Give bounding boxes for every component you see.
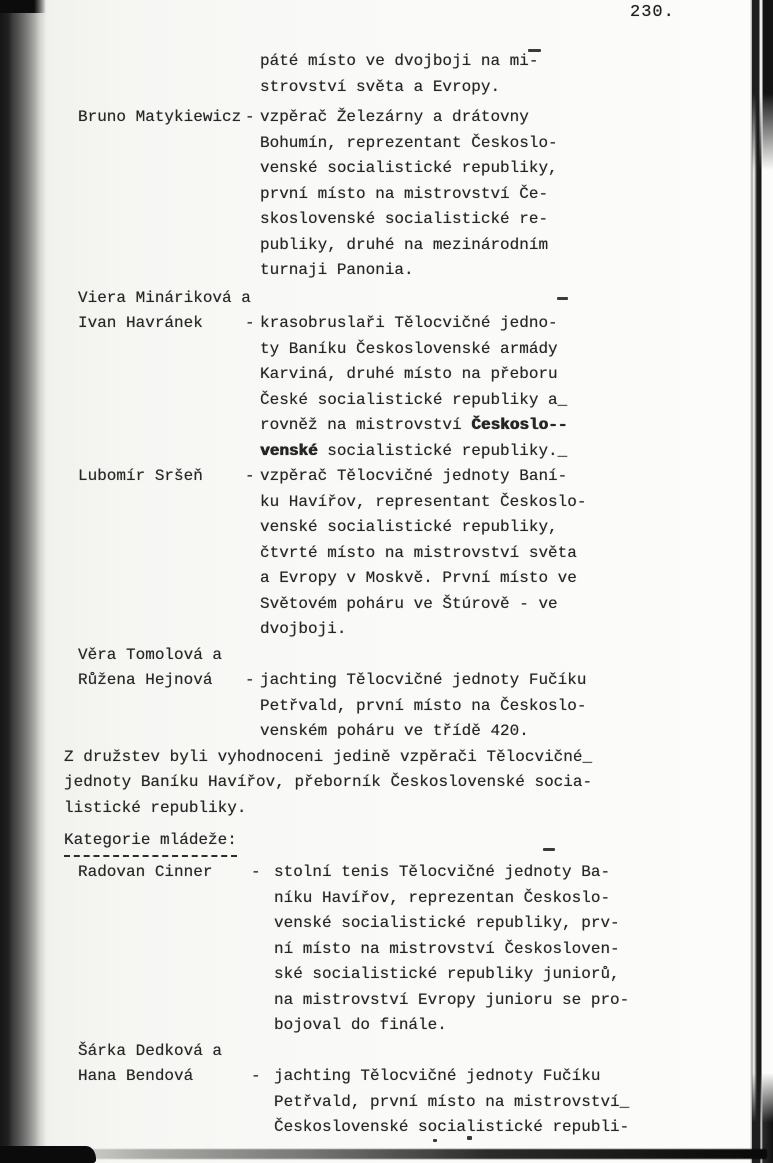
entry-line: páté místo ve dvojboji na mi-: [260, 52, 539, 70]
entry-name-above: Věra Tomolová a: [78, 645, 223, 664]
entry-line: ské socialistické republiky juniorů,: [274, 965, 620, 983]
entry-block: [64, 860, 764, 1039]
entry-row: [64, 105, 764, 284]
entry-line: Československé socialistické republi-: [274, 1118, 630, 1136]
entry-line: Karviná, druhé místo na přeboru: [260, 365, 558, 383]
scan-bottom-edge-band: [66, 1149, 767, 1159]
entry-dash: -: [245, 314, 255, 332]
stray-ink-mark: [557, 297, 568, 300]
entry-line: Petřvald, první místo na Českoslo-: [260, 696, 587, 715]
entry-row: [64, 49, 764, 100]
entry-line: Petřvald, první místo na mistrovství_: [274, 1092, 630, 1111]
entry-row: [64, 668, 764, 745]
entry-line: skoslovenské socialistické re-: [260, 210, 549, 228]
entry-line: ku Havířov, representant Českoslo-: [260, 492, 587, 511]
entry-name: Růžena Hejnová: [78, 671, 213, 689]
entry-dash: -: [245, 671, 255, 689]
entry-name: Radovan Cinner: [78, 863, 213, 881]
entry-block: [64, 49, 764, 100]
entry-text: [274, 1064, 764, 1141]
text-area: [64, 49, 764, 1141]
entry-dash: -: [245, 467, 255, 485]
entry-line: České socialistické republiky a_: [260, 390, 568, 409]
entry-name: Lubomír Sršeň: [78, 467, 203, 485]
entry-text: [260, 311, 764, 464]
entry-row: [64, 1064, 764, 1141]
stray-ink-mark: [543, 848, 555, 851]
paragraph-block: [64, 745, 764, 822]
entry-name: Ivan Havránek: [78, 314, 203, 332]
entry-text: [260, 49, 764, 100]
entry-line: níku Havířov, reprezentan Českoslo-: [274, 888, 611, 907]
entry-line: dvojboji.: [260, 620, 347, 638]
entry-name: Bruno Matykiewicz: [78, 108, 242, 126]
entry-block: [64, 1039, 764, 1141]
entry-text: [260, 668, 764, 745]
entry-row: [64, 464, 764, 643]
entry-line: Světovém poháru ve Štúrově - ve: [260, 594, 558, 613]
entry-line: turnaji Panonia.: [260, 261, 414, 279]
entry-line: venské socialistické republiky,: [260, 518, 558, 536]
entry-text: [274, 860, 764, 1039]
scan-top-left-corner: [0, 0, 46, 13]
entry-text: [260, 464, 764, 643]
section-heading-block: [64, 828, 764, 854]
entry-line: jachting Tělocvičné jednoty Fučíku: [260, 671, 587, 689]
entry-line: vzpěrač Železárny a drátovny: [260, 108, 529, 126]
entry-line: čtvrté místo na mistrovství světa: [260, 543, 577, 562]
paragraph-line: listické republiky.: [64, 798, 247, 817]
entry-line: strovství světa a Evropy.: [260, 77, 501, 96]
entry-line: a Evropy v Moskvě. První místo ve: [260, 569, 577, 587]
entry-block: [64, 464, 764, 643]
entry-line: venské socialistické republiky, prv-: [274, 914, 620, 932]
stray-ink-mark: [528, 49, 541, 52]
entry-block: [64, 643, 764, 745]
page-number: 230.: [630, 3, 675, 22]
entry-name-above: Šárka Dedková a: [78, 1041, 223, 1060]
scan-bottom-left-blob: [0, 1146, 96, 1163]
entry-line: první místo na mistrovství Če-: [260, 184, 549, 203]
section-heading: Kategorie mládeže:: [64, 828, 237, 857]
entry-text: [260, 105, 764, 284]
stray-ink-mark: [467, 1136, 472, 1140]
entry-line: publiky, druhé na mezinárodním: [260, 235, 549, 254]
entry-line: rovněž na mistrovství Českoslo--: [260, 416, 568, 434]
scan-left-edge-shadow: [0, 0, 46, 1163]
paragraph-line: jednoty Baníku Havířov, přeborník Československé socia-: [64, 773, 593, 791]
stray-ink-mark: [433, 1139, 437, 1142]
entry-block: [64, 286, 764, 465]
entry-line: stolní tenis Tělocvičné jednoty Ba-: [274, 863, 611, 881]
entry-line: vzpěrač Tělocvičné jednoty Baní-: [260, 467, 568, 485]
entry-line: ty Baníku Československé armády: [260, 339, 558, 358]
entry-name: Hana Bendová: [78, 1067, 194, 1085]
entry-line: venské socialistické republiky._: [260, 441, 568, 460]
entry-line: ní místo na mistrovství Českosloven-: [274, 939, 620, 958]
entry-block: [64, 105, 764, 284]
entry-line: venském poháru ve třídě 420.: [260, 722, 529, 740]
entry-row: [64, 860, 764, 1039]
entry-dash: -: [251, 1067, 261, 1085]
paragraph-line: Z družstev byli vyhodnoceni jedině vzpěrači Tělocvičné_: [64, 747, 593, 766]
entry-row: [64, 311, 764, 464]
entry-line: bojoval do finále.: [274, 1016, 447, 1034]
entry-dash: -: [251, 863, 261, 881]
entry-line: jachting Tělocvičné jednoty Fučíku: [274, 1067, 601, 1085]
entry-name-above: Viera Mináriková a: [78, 288, 251, 307]
entry-line: krasobruslaři Tělocvičné jedno-: [260, 314, 558, 332]
entry-line: na mistrovství Evropy junioru se pro-: [274, 990, 630, 1009]
entry-line: Bohumín, reprezentant Českoslo-: [260, 133, 558, 152]
entry-line: venské socialistické republiky,: [260, 159, 558, 177]
entry-dash: -: [245, 108, 255, 126]
